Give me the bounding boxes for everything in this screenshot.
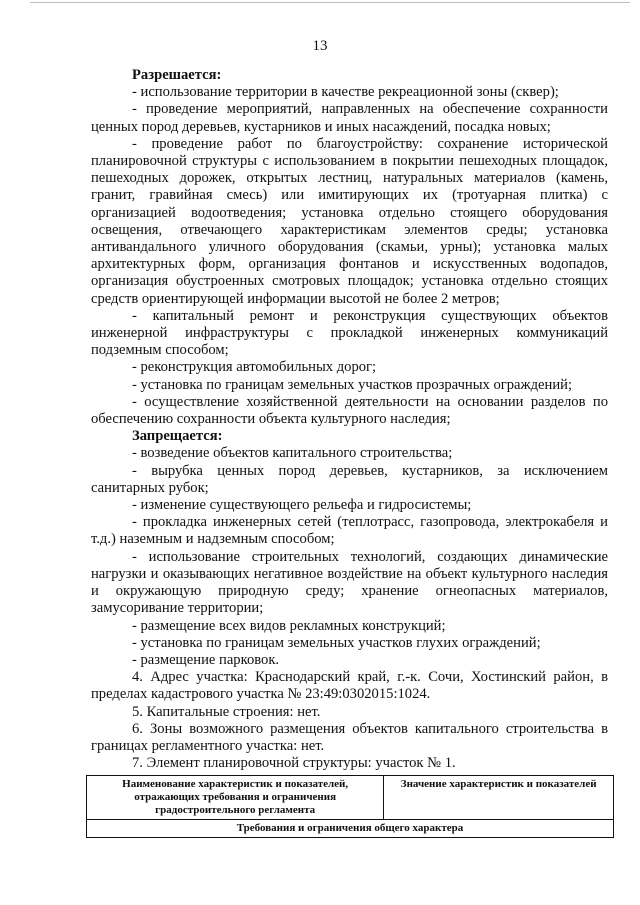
allowed-item: - использование территории в качестве рекреационной зоны (сквер); <box>132 84 559 101</box>
prohibited-item: - прокладка инженерных сетей (теплотрасс, газопровода, электрокабеля и т.д.) наземным и надземным способом; <box>91 514 608 548</box>
table-section-title: Требования и ограничения общего характера <box>87 820 614 838</box>
numbered-item-structure: 7. Элемент планировочной структуры: участок № 1. <box>132 755 456 772</box>
allowed-item: - осуществление хозяйственной деятельности на основании разделов по обеспечению сохранности объекта культурного наследия; <box>91 393 608 428</box>
prohibited-item: - установка по границам земельных участков глухих ограждений; <box>132 634 541 651</box>
table-header-row <box>87 776 614 820</box>
prohibited-item: - изменение существующего рельефа и гидросистемы; <box>132 497 472 514</box>
prohibited-item: - размещение парковок. <box>132 651 280 668</box>
regulation-table <box>86 775 614 838</box>
allowed-item: - реконструкция автомобильных дорог; <box>132 359 377 376</box>
allowed-item: - проведение мероприятий, направленных на обеспечение сохранности ценных пород деревьев, кустарников и иных насаждений, посадка новых; <box>91 101 608 135</box>
prohibited-item: - вырубка ценных пород деревьев, кустарников, за исключением санитарных рубок; <box>91 462 608 496</box>
page-number: 13 <box>312 38 328 54</box>
section-heading-allowed: Разрешается: <box>132 67 222 83</box>
numbered-item-zones: 6. Зоны возможного размещения объектов капитального строительства в границах регламентного участка: нет. <box>91 720 608 754</box>
table-header-name: Наименование характеристик и показателей, отражающих требования и ограничения градостроительного регламента <box>87 776 384 820</box>
numbered-item-buildings: 5. Капитальные строения: нет. <box>132 703 321 720</box>
allowed-item: - установка по границам земельных участков прозрачных ограждений; <box>132 376 573 393</box>
table-header-value: Значение характеристик и показателей <box>384 776 614 820</box>
top-rule <box>30 2 630 3</box>
section-heading-prohibited: Запрещается: <box>132 428 223 445</box>
prohibited-item: - возведение объектов капитального строительства; <box>132 445 453 462</box>
prohibited-item: - использование строительных технологий, создающих динамические нагрузки и оказывающих негативное воздействие на объект культурного наследия и окружающую природную среду; хранение огнеопасных материалов, замусоривание территории; <box>91 548 608 617</box>
numbered-item-address: 4. Адрес участка: Краснодарский край, г.-к. Сочи, Хостинский район, в пределах кадастрового участка № 23:49:0302015:1024. <box>91 669 608 703</box>
document-body <box>91 67 608 772</box>
prohibited-item: - размещение всех видов рекламных конструкций; <box>132 617 446 634</box>
table-section-row <box>87 820 614 838</box>
allowed-item: - капитальный ремонт и реконструкция существующих объектов инженерной инфраструктуры с прокладкой инженерных коммуникаций подземным способом; <box>91 307 608 359</box>
allowed-item: - проведение работ по благоустройству: сохранение исторической планировочной структуры с использованием в покрытии пешеходных площадок, пешеходных дорожек, открытых лестниц, натуральных материалов (камень, гранит, гравийная смесь) или имитирующих их (тротуарная плитка) с организацией водоотведения; установка отдельно стоящего оборудования освещения, отвечающего характеристикам элементов среды; установка антивандального уличного оборудования (скамьи, урны); установка малых архитектурных форм, организация фонтанов и искусственных водопадов, организация обустроенных смотровых площадок; установка отдельно стоящих средств ориентирующей информации высотой не более 2 метров; <box>91 135 608 307</box>
